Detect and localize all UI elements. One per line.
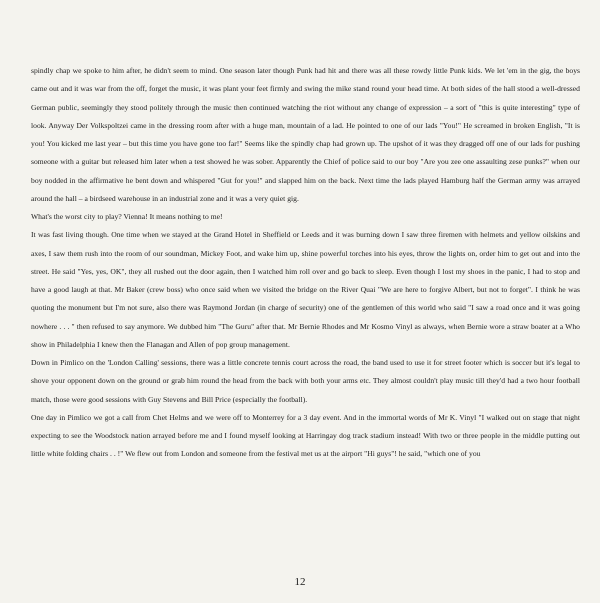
body-text	[31, 62, 580, 464]
paragraph-4: Down in Pimlico on the 'London Calling' sessions, there was a little concrete tennis court across the road, the band used to use it for street footer which is soccer but it's legal to shove your opponent down on the ground or grab him round the head from the back with both your arms etc. They almost couldn't play music till they'd had a two hour football match, those were good sessions with Guy Stevens and Bill Price (especially the football).	[31, 358, 580, 404]
paragraph-1: spindly chap we spoke to him after, he didn't seem to mind. One season later though Punk had hit and there was all these rowdy little Punk kids. We let 'em in the gig, the boys came out and it was war from the off, forget the music, it was plant your feet firmly and swing the mike stand round your head time. At both sides of the hall stood a well-dressed German public, seemingly they stood politely through the music then continued watching the riot without any change of expression – a sort of "this is quite interesting" type of look. Anyway Der Volkspoltzei came in the dressing room after with a huge man, mountain of a lad. He pointed to one of our lads "You!" He screamed in broken English, "It is you! You kicked me last year – but this time you have gone too far!" Seems like the spindly chap had grown up. The upshot of it was they dragged off one of our lads for pushing someone with a guitar but released him later when a test showed he was sober. Apparently the Chief of police said to our boy "Are you zee one assaulting zese punks?" when our boy nodded in the affirmative he bent down and whispered "Gut for you!" and slapped him on the back. Next time the lads played Hamburg half the German army was arrayed around the hall – a birdseed warehouse in an industrial zone and it was a very quiet gig.	[31, 66, 580, 203]
paragraph-3: It was fast living though. One time when we stayed at the Grand Hotel in Sheffield or Leeds and it was burning down I saw three firemen with helmets and yellow oilskins and axes, I saw them rush into the room of our soundman, Mickey Foot, and wake him up, shine powerful torches into his eyes, throw the lights on, order him to get out and into the street. He said "Yes, yes, OK", they all rushed out the door again, then I watched him roll over and go back to sleep. Even though I lost my shoes in the panic, I had to stop and have a good laugh at that. Mr Baker (crew boss) who once said when we visited the bridge on the River Quai "We are here to forgive Albert, but not to forget". I think he was quoting the monument but I'm not sure, also there was Raymond Jordan (in charge of security) one of the gentlemen of this world who said "I saw a road once and it was going nowhere . . . " then refused to say anymore. We dubbed him "The Guru" after that. Mr Bernie Rhodes and Mr Kosmo Vinyl as always, when Bernie wore a straw boater at a Who show in Philadelphia I knew then the Flanagan and Allen of pop group management.	[31, 230, 580, 349]
paragraph-2: What's the worst city to play? Vienna! It means nothing to me!	[31, 212, 223, 221]
page-number: 12	[294, 576, 306, 588]
paragraph-5: One day in Pimlico we got a call from Chet Helms and we were off to Monterrey for a 3 day event. And in the immortal words of Mr K. Vinyl "I walked out on stage that night expecting to see the Woodstock nation arrayed before me and I found myself looking at Harringay dog track stadium instead! With two or three people in the middle putting out little white folding chairs . . !" We flew out from London and someone from the festival met us at the airport "Hi guys"! he said, "which one of you	[31, 412, 580, 459]
